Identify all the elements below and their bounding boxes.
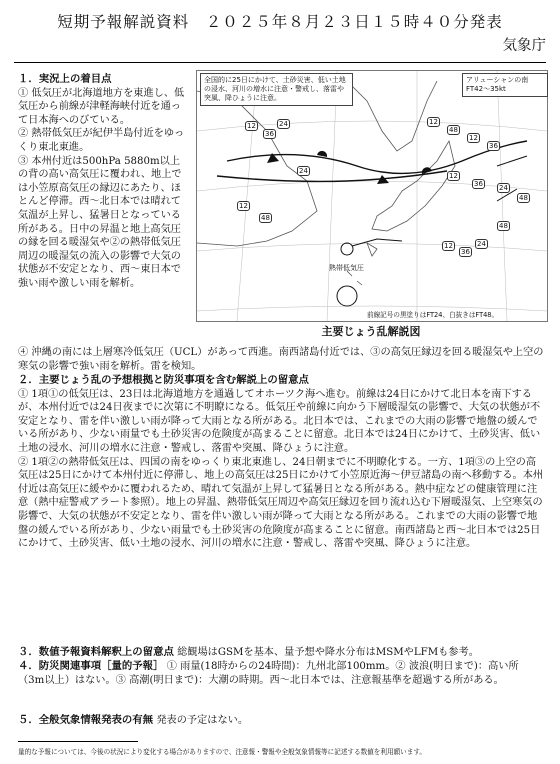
section-1-item-3: ③ 本州付近は500hPa 5880m以上の背の高い高気圧に覆われ、地上では小笠原高気圧の縁辺にあたり、ほとんど停滞。西〜北日本では晴れて気温が上昇し、猛暑日となっている所がある。日中の昇温と地上高気圧の縁を回る暖湿気や②の熱帯低気圧周辺の暖湿気の流入の影響で大気の状態が不安定となり、西〜東日本で強い雨や激しい雨を解析。 — [18, 155, 182, 289]
section-2-heading: ２．主要じょう乱の予想根拠と防災事項を含む解説上の留意点 — [18, 374, 309, 386]
section-2-item-1: ① 1項①の低気圧は、23日は北海道地方を通過してオホーツク海へ進む。前線は24日にかけて北日本を南下するが、本州付近では24日夜までに次第に不明瞭になる。低気圧や前線に向かう下層暖湿気の影響で、大気の状態が不安定となり、雷を伴い激しい雨が降って大雨となる所がある。北日本では、これまでの大雨の影響で地盤の緩んでいる所があり、少ない雨量でも土砂災害の危険度が高まることに留意。北日本では24日にかけて、土砂災害、低い土地の浸水、河川の増水に注意・警戒し、落雷や突風、降ひょうに注意。 — [18, 388, 541, 454]
forecast-marker: 24 — [299, 167, 308, 175]
forecast-marker: 12 — [239, 202, 248, 210]
forecast-marker: 36 — [474, 180, 483, 188]
forecast-marker: 12 — [449, 172, 458, 180]
weather-map — [197, 71, 547, 321]
section-4-heading: ４．防災関連事項［量的予報］ — [18, 660, 164, 672]
section-5 — [18, 714, 544, 728]
section-1-item-1: ① 低気圧が北海道地方を東進し、低気圧から前線が津軽海峡付近を通って日本海へのびている。 — [18, 87, 185, 126]
tropical-low-track — [341, 239, 402, 255]
section-1-item-4: ④ 沖縄の南には上層寒冷低気圧（UCL）があって西進。南西諸島付近では、③の高気圧縁辺を回る暖湿気や上空の寒気の影響で強い雨を解析。雷を検知。 — [18, 347, 544, 372]
front-lines — [217, 141, 527, 181]
forecast-marker: 48 — [261, 214, 270, 222]
forecast-marker: 48 — [499, 222, 508, 230]
section-3-heading: ３．数値予報資料解釈上の留意点 — [18, 646, 174, 658]
forecast-marker: 24 — [279, 120, 288, 128]
footnote: 量的な予報については、今後の状況により変化する場合がありますので、注意報・警報や全般気象情報等に記述する数値を利用願います。 — [18, 748, 427, 756]
forecast-marker: 24 — [499, 184, 508, 192]
weather-map-figure — [196, 70, 548, 322]
forecast-marker: 36 — [265, 130, 274, 138]
map-graticule — [197, 71, 547, 321]
forecast-marker: 12 — [444, 242, 453, 250]
forecast-marker: 36 — [489, 142, 498, 150]
section-2 — [18, 374, 544, 551]
section-5-heading: ５．全般気象情報発表の有無 — [18, 714, 154, 726]
section-2-item-2: ② 1項②の熱帯低気圧は、四国の南をゆっくり東北東進し、24日朝までに不明瞭化する。一方、1項③の上空の高気圧は25日にかけて本州付近に停滞し、地上の高気圧は25日にかけて小笠原近海〜伊豆諸島の南へ移動する。本州付近は高気圧に緩やかに覆われるため、晴れて気温が上昇して猛暑日となる所がある。熱中症などの健康管理に注意（熱中症警戒アラート参照）。地上の昇温、熱帯低気圧周辺や高気圧縁辺を回り流れ込む下層暖湿気、上空寒気の影響で、大気の状態が不安定となり、雷を伴い激しい雨が降って大雨となる所がある。これまでの大雨の影響で地盤の緩んでいる所があり、少ない雨量でも土砂災害の危険度が高まることに留意。南西諸島と西〜北日本では25日にかけて、土砂災害、低い土地の浸水、河川の増水に注意・警戒し、落雷や突風、降ひょうに注意。 — [18, 456, 544, 550]
upper-cold-low — [337, 286, 357, 306]
section-1 — [18, 73, 190, 291]
forecast-marker: 48 — [449, 126, 458, 134]
section-1-continued — [18, 346, 544, 373]
forecast-marker: 12 — [469, 134, 478, 142]
section-5-text: 発表の予定はない。 — [156, 715, 249, 726]
forecast-marker: 48 — [519, 194, 528, 202]
section-3 — [18, 646, 544, 660]
header-divider — [14, 62, 546, 63]
front-symbol-footnote: 前線記号の黒塗りはFT24、白抜きはFT48。 — [367, 311, 499, 319]
land-outline — [197, 81, 455, 285]
forecast-marker: 12 — [429, 118, 438, 126]
footnote-divider — [18, 741, 138, 742]
warning-note-box: 全国的に25日にかけて、土砂災害、低い土地の浸水、河川の増水に注意・警戒し、落雷や突風、降ひょうに注意。 — [200, 73, 353, 106]
aleutian-label: アリューシャンの南 FT42〜35kt — [462, 73, 548, 97]
document-title: 短期予報解説資料 ２０２５年８月２３日１５時４０分発表 — [57, 13, 503, 31]
forecast-marker: 36 — [461, 248, 470, 256]
front-symbols — [267, 151, 432, 184]
section-4 — [18, 660, 544, 687]
forecast-marker: 24 — [477, 240, 486, 248]
forecast-marker: 12 — [247, 122, 256, 130]
issuing-agency: 気象庁 — [502, 38, 546, 54]
section-4-text: ① 雨量(18時からの24時間)：九州北部100mm。② 波浪(明日まで)：高い所（3m以上）はない。③ 高潮(明日まで)：大潮の時期。西〜北日本では、注意報基準を超過する所がある。 — [18, 661, 519, 686]
section-1-heading: １．実況上の着目点 — [18, 73, 112, 85]
figure-caption: 主要じょう乱解説図 — [321, 325, 421, 338]
section-1-item-2: ② 熱帯低気圧が紀伊半島付近をゆっくり東北東進。 — [18, 128, 185, 153]
tropical-low-label: 熱帯低気圧 — [329, 264, 364, 272]
section-3-text: 総観場はGSMを基本、量予想や降水分布はMSMやLFMも参考。 — [177, 647, 479, 658]
